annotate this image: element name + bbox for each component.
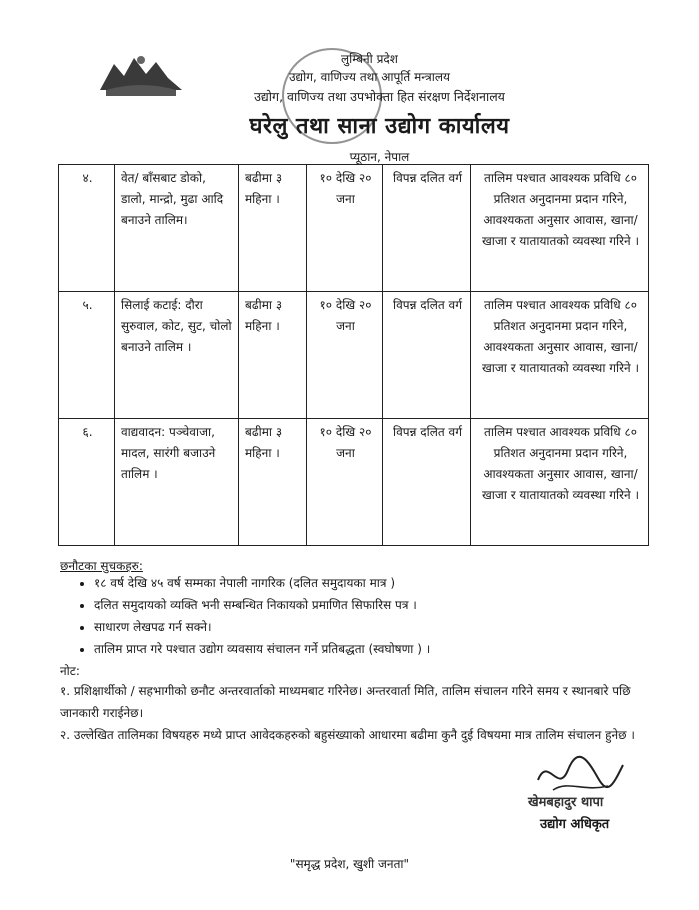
signatory-name: खेमबहादुर थापा [528,795,604,810]
list-item: • दलित समुदायको व्यक्ति भनी सम्बन्धित निकायको प्रमाणित सिफारिस पत्र । [94,594,694,616]
training-table [58,164,649,546]
list-item: • १८ वर्ष देखि ४५ वर्ष सम्मका नेपाली नागरिक (दलित समुदायका मात्र ) [94,572,694,594]
office-location: प्यूठान, नेपाल [349,150,410,164]
training-duration: बढीमा ३ महिना । [239,419,307,546]
training-course: सिलाई कटाई: दौरा सुरुवाल, कोट, सुट, चोलो बनाउने तालिम । [115,292,239,419]
slogan: "समृद्ध प्रदेश, खुशी जनता" [289,857,410,871]
table-row [59,419,649,546]
training-facilities: तालिम पश्चात आवश्यक प्रविधि ८० प्रतिशत अनुदानमा प्रदान गरिने, आवश्यकता अनुसार आवास, खाना/खाजा र यातायातको व्यवस्था गरिने । [471,419,649,546]
ministry-name: उद्योग, वाणिज्य तथा आपूर्ति मन्त्रालय [288,70,450,84]
list-item: • साधारण लेखपढ गर्न सक्ने। [94,616,694,638]
table-row [59,165,649,292]
training-target-group: विपन्न दलित वर्ग [383,419,471,546]
training-participants: १० देखि २० जना [307,292,383,419]
province-name: लुम्बिनी प्रदेश [341,52,398,66]
training-participants: १० देखि २० जना [307,419,383,546]
directorate-name: उद्योग, वाणिज्य तथा उपभोक्ता हित संरक्षण निर्देशनालय [254,89,505,104]
notes-title: नोट: [60,664,80,678]
list-item: • तालिम प्राप्त गरे पश्चात उद्योग व्यवसाय संचालन गर्ने प्रतिबद्धता (स्वघोषणा ) । [94,638,694,660]
training-target-group: विपन्न दलित वर्ग [383,292,471,419]
training-target-group: विपन्न दलित वर्ग [383,165,471,292]
note-item: २. उल्लेखित तालिमका विषयहरु मध्ये प्राप्त आवेदकहरुको बहुसंख्याको आधारमा बढीमा कुनै दुई विषयमा मात्र तालिम संचालन हुनेछ । [60,728,635,742]
training-course: वाद्यवादन: पञ्चेवाजा, मादल, सारंगी बजाउने तालिम । [115,419,239,546]
training-facilities: तालिम पश्चात आवश्यक प्रविधि ८० प्रतिशत अनुदानमा प्रदान गरिने, आवश्यकता अनुसार आवास, खाना/खाजा र यातायातको व्यवस्था गरिने । [471,165,649,292]
training-number: ५. [59,292,115,419]
training-duration: बढीमा ३ महिना । [239,165,307,292]
training-course: वेत/ बाँसबाट डोको, डालो, मान्द्रो, मुढा आदि बनाउने तालिम। [115,165,239,292]
training-participants: १० देखि २० जना [307,165,383,292]
training-facilities: तालिम पश्चात आवश्यक प्रविधि ८० प्रतिशत अनुदानमा प्रदान गरिने, आवश्यकता अनुसार आवास, खाना/खाजा र यातायातको व्यवस्था गरिने । [471,292,649,419]
training-number: ६. [59,419,115,546]
table-row [59,292,649,419]
criteria-list [72,572,694,660]
criteria-title: छनौटका सुचकहरु: [60,559,143,573]
office-title: घरेलु तथा साना उद्योग कार्यालय [249,114,510,139]
signatory-title: उद्योग अधिकृत [540,817,610,832]
note-item: १. प्रशिक्षार्थीको / सहभागीको छनौट अन्तरवार्ताको माध्यमबाट गरिनेछ। अन्तरवार्ता मिति, तालिम संचालन गरिने समय र स्थानबारे पछि जानकारी गराईनेछ। [60,684,631,720]
training-number: ४. [59,165,115,292]
training-duration: बढीमा ३ महिना । [239,292,307,419]
